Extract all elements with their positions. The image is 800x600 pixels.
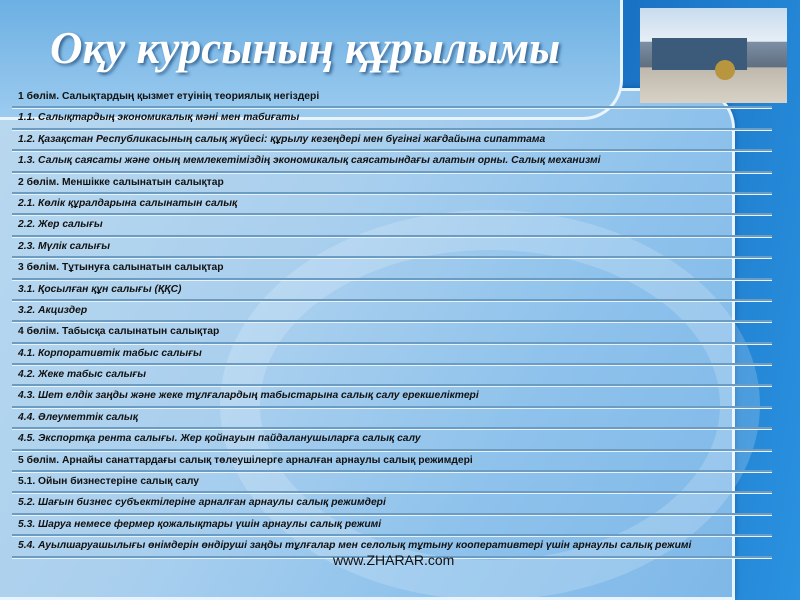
outline-item: 1 бөлім. Салықтардың қызмет етуінің теориялық негіздері [12, 87, 772, 108]
outline-item: 3.1. Қосылған құн салығы (ҚҚС) [12, 280, 772, 301]
outline-item: 4.4. Әлеуметтік салық [12, 408, 772, 429]
outline-item: 5.1. Ойын бизнестеріне салық салу [12, 472, 772, 493]
footer-url: www.ZHARAR.com [333, 552, 455, 568]
slide-title: Оқу курсының құрылымы [50, 23, 561, 73]
outline-item: 3.2. Акциздер [12, 301, 772, 322]
outline-item: 2.2. Жер салығы [12, 215, 772, 236]
outline-item: 5.3. Шаруа немесе фермер қожалықтары үшін арнаулы салық режимі [12, 515, 772, 536]
outline-item: 2.3. Мүлік салығы [12, 237, 772, 258]
outline-item: 5 бөлім. Арнайы санаттардағы салық төлеушілерге арналған арнаулы салық режимдері [12, 451, 772, 472]
globe-sculpture [715, 60, 735, 80]
outline-item: 4.1. Корпоративтік табыс салығы [12, 344, 772, 365]
outline-item: 2.1. Көлік құралдарына салынатын салық [12, 194, 772, 215]
outline-item: 5.4. Ауылшаруашылығы өнімдерін өндіруші заңды тұлғалар мен селолық тұтыну кооперативтері үшін арнаулы салық режимі [12, 536, 772, 557]
outline-item: 2 бөлім. Меншікке салынатын салықтар [12, 173, 772, 194]
course-outline-list [12, 87, 772, 558]
outline-item: 4.3. Шет елдік заңды және жеке тұлғалардың табыстарына салық салу ерекшеліктері [12, 386, 772, 407]
outline-item: 4.2. Жеке табыс салығы [12, 365, 772, 386]
outline-item: 3 бөлім. Тұтынуға салынатын салықтар [12, 258, 772, 279]
outline-item: 1.2. Қазақстан Республикасының салық жүйесі: құрылу кезеңдері мен бүгінгі жағдайына сипаттама [12, 130, 772, 151]
outline-item: 1.1. Салықтардың экономикалық мәні мен табиғаты [12, 108, 772, 129]
outline-item: 4 бөлім. Табысқа салынатын салықтар [12, 322, 772, 343]
outline-item: 5.2. Шағын бизнес субъектілеріне арналған арнаулы салық режимдері [12, 493, 772, 514]
outline-item: 1.3. Салық саясаты және оның мемлекетіміздің экономикалық саясатындағы алатын орны. Салық механизмі [12, 151, 772, 172]
outline-item: 4.5. Экспортқа рента салығы. Жер қойнауын пайдаланушыларға салық салу [12, 429, 772, 450]
